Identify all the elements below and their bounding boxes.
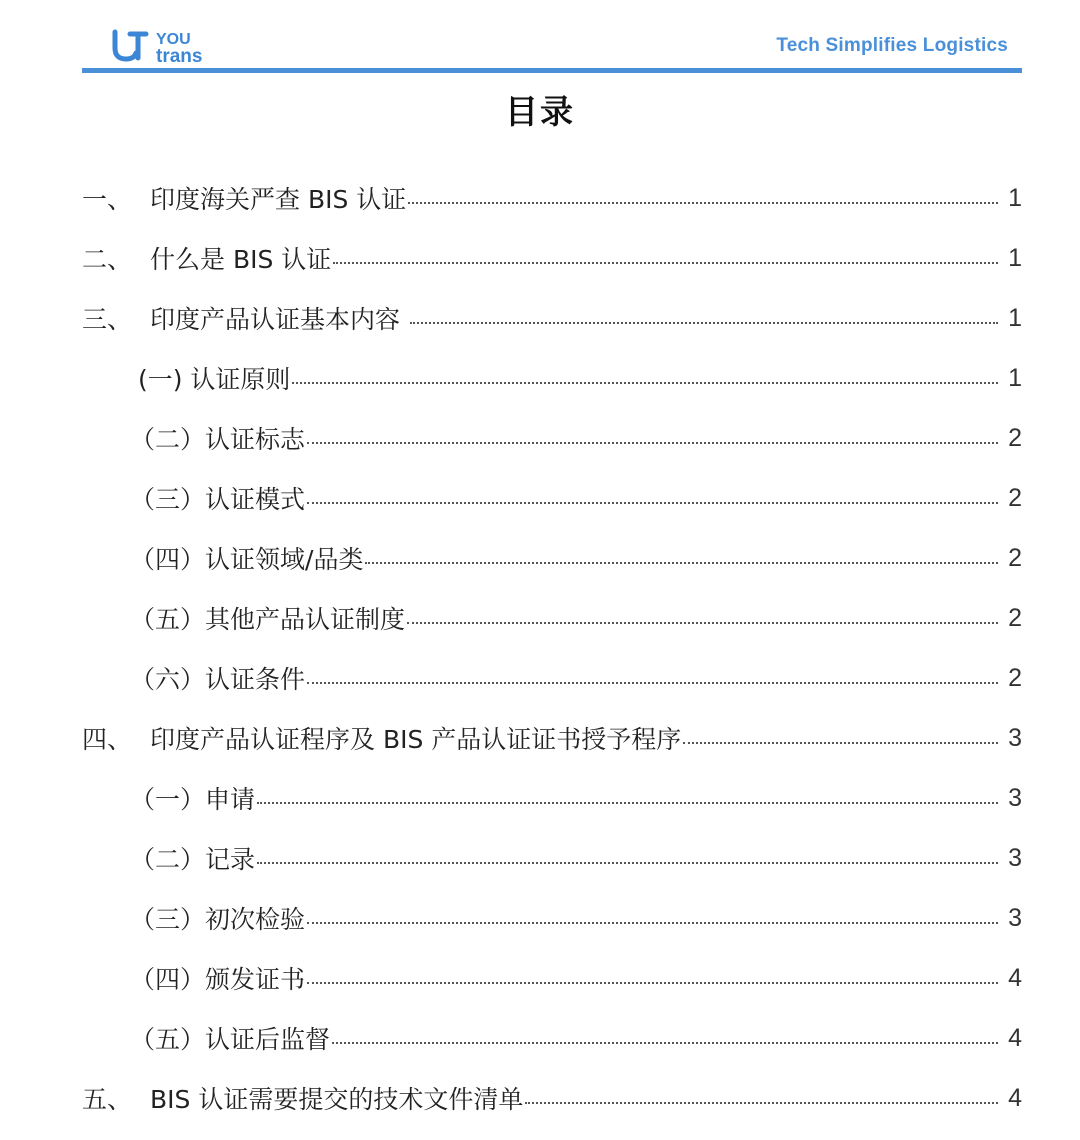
- header-tagline: Tech Simplifies Logistics: [776, 35, 1008, 56]
- toc-dot-leader: [365, 562, 998, 564]
- toc-entry-label: 印度产品认证基本内容: [150, 305, 408, 334]
- toc-entry-page-number: 1: [1008, 363, 1022, 392]
- toc-entry-number: （五）: [130, 605, 206, 634]
- toc-dot-leader: [410, 322, 998, 324]
- toc-entry-label: 记录: [205, 845, 256, 874]
- toc-entry-label: BIS 认证需要提交的技术文件清单: [150, 1085, 524, 1114]
- toc-dot-leader: [307, 682, 998, 684]
- toc-entry-label: 申请: [205, 785, 256, 814]
- toc-entry-page-number: 4: [1008, 1083, 1022, 1112]
- toc-entry-number: 五、: [82, 1085, 133, 1114]
- toc-entry-label: 认证后监督: [205, 1025, 331, 1054]
- toc-entry-chapter[interactable]: [82, 228, 1022, 288]
- toc-entry-section[interactable]: [130, 768, 1022, 828]
- toc-entry-number: （二）: [130, 845, 206, 874]
- toc-entry-section[interactable]: [130, 1008, 1022, 1068]
- toc-title: 目录: [505, 92, 575, 131]
- toc-entry-page-number: 2: [1008, 423, 1022, 452]
- toc-dot-leader: [332, 1042, 998, 1044]
- toc-entry-page-number: 3: [1008, 723, 1022, 752]
- toc-entry-page-number: 4: [1008, 1023, 1022, 1052]
- toc-entry-number: （六）: [130, 665, 206, 694]
- toc-entry-number: （四）: [130, 965, 206, 994]
- youtrans-logo-icon: [112, 26, 232, 66]
- toc-dot-leader: [307, 442, 998, 444]
- toc-dot-leader: [257, 802, 998, 804]
- toc-dot-leader: [683, 742, 998, 744]
- toc-dot-leader: [307, 982, 998, 984]
- toc-entry-number: （三）: [130, 905, 206, 934]
- logo-text-top: YOU: [156, 31, 191, 48]
- toc-entry-label: 印度海关严查 BIS 认证: [150, 185, 407, 214]
- toc-entry-page-number: 2: [1008, 483, 1022, 512]
- header-divider: [82, 68, 1022, 73]
- toc-entry-page-number: 1: [1008, 243, 1022, 272]
- toc-entry-page-number: 2: [1008, 603, 1022, 632]
- toc-entry-number: 一、: [82, 185, 133, 214]
- toc-entry-label: 初次检验: [205, 905, 306, 934]
- toc-entry-section[interactable]: [130, 888, 1022, 948]
- toc-dot-leader: [307, 502, 998, 504]
- toc-entry-number: （四）: [130, 545, 206, 574]
- toc-dot-leader: [408, 202, 998, 204]
- toc-entry-section[interactable]: [130, 348, 1022, 408]
- toc-entry-page-number: 4: [1008, 963, 1022, 992]
- toc-entry-number: 二、: [82, 245, 133, 274]
- toc-entry-page-number: 3: [1008, 783, 1022, 812]
- toc-entry-section[interactable]: [130, 588, 1022, 648]
- toc-entry-label: 颁发证书: [205, 965, 306, 994]
- toc-entry-page-number: 1: [1008, 303, 1022, 332]
- toc-entry-number: （五）: [130, 1025, 206, 1054]
- toc-entry-label: 认证原则: [190, 365, 291, 394]
- toc-entry-number: （一）: [130, 785, 206, 814]
- toc-entry-section[interactable]: [130, 648, 1022, 708]
- toc-entry-label: 印度产品认证程序及 BIS 产品认证证书授予程序: [150, 725, 682, 754]
- toc-entry-label: 其他产品认证制度: [205, 605, 406, 634]
- toc-entry-chapter[interactable]: [82, 168, 1022, 228]
- toc-entry-page-number: 1: [1008, 183, 1022, 212]
- toc-entry-section[interactable]: [130, 948, 1022, 1008]
- toc-entry-page-number: 3: [1008, 843, 1022, 872]
- toc-dot-leader: [257, 862, 998, 864]
- toc-entry-number: （二）: [130, 425, 206, 454]
- toc-entry-number: 三、: [82, 305, 133, 334]
- toc-dot-leader: [307, 922, 998, 924]
- toc-dot-leader: [333, 262, 998, 264]
- toc-entry-chapter[interactable]: [82, 1068, 1022, 1128]
- page-header: [82, 20, 1022, 70]
- toc-entry-number: （三）: [130, 485, 206, 514]
- toc-entry-label: 认证模式: [205, 485, 306, 514]
- toc-dot-leader: [525, 1102, 998, 1104]
- toc-dot-leader: [292, 382, 998, 384]
- toc-entry-page-number: 2: [1008, 543, 1022, 572]
- logo-text-bottom: trans: [156, 46, 203, 66]
- toc-entry-section[interactable]: [130, 468, 1022, 528]
- toc-entry-section[interactable]: [130, 528, 1022, 588]
- toc-dot-leader: [407, 622, 998, 624]
- toc-entry-chapter[interactable]: [82, 288, 1022, 348]
- toc-entry-number: (一): [130, 365, 191, 394]
- toc-entry-label: 认证条件: [205, 665, 306, 694]
- toc-entry-label: 认证领域/品类: [205, 545, 364, 574]
- toc-entry-page-number: 2: [1008, 663, 1022, 692]
- toc-entry-label: 认证标志: [205, 425, 306, 454]
- toc-entry-number: 四、: [82, 725, 133, 754]
- toc-entry-chapter[interactable]: [82, 708, 1022, 768]
- youtrans-logo: [112, 26, 232, 66]
- toc-entry-page-number: 3: [1008, 903, 1022, 932]
- toc-entry-section[interactable]: [130, 408, 1022, 468]
- toc-entry-section[interactable]: [130, 828, 1022, 888]
- toc-entry-label: 什么是 BIS 认证: [150, 245, 332, 274]
